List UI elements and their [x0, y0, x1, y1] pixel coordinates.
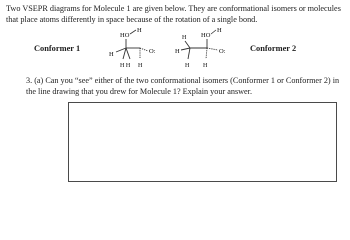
- intro-paragraph: Two VSEPR diagrams for Molecule 1 are given below. They are conformational isomers or molecules that place atoms differently in space because of the rotation of a single bond.: [6, 4, 341, 24]
- conformer-2-atom-h-upper-left: H: [182, 35, 187, 41]
- conformer-1-diagram: [104, 26, 166, 72]
- answer-box[interactable]: [68, 102, 337, 182]
- conformer-2-atom-h-left: H: [175, 48, 180, 55]
- conformer-2-diagram: [174, 26, 248, 72]
- conformer-1-atom-o: O:: [149, 48, 156, 55]
- conformer-2-label: Conformer 2: [250, 44, 297, 53]
- conformer-1-atom-ho: HO: [120, 32, 130, 39]
- question-3a: 3. (a) Can you “see” either of the two conformational isomers (Conformer 1 or Conformer 2) in the line drawing that you drew for Molecule 1? Explain your answer.: [26, 76, 340, 96]
- conformer-1-atom-h-bottom-right: H: [138, 63, 143, 69]
- conformer-1-atom-h-top: H: [137, 27, 142, 34]
- conformer-2-atom-h-bottom-right: H: [203, 63, 208, 69]
- conformer-2-atom-ho: HO: [201, 32, 211, 39]
- conformer-1-atom-h-left: H: [109, 51, 114, 58]
- conformer-1-label: Conformer 1: [34, 44, 81, 53]
- conformer-2-atom-o: O:: [219, 48, 226, 55]
- conformer-2-atom-h-bottom-left: H: [185, 63, 190, 69]
- conformer-2-atom-h-top: H: [217, 27, 222, 34]
- conformer-1-atom-hh-bottom: H H: [120, 63, 131, 69]
